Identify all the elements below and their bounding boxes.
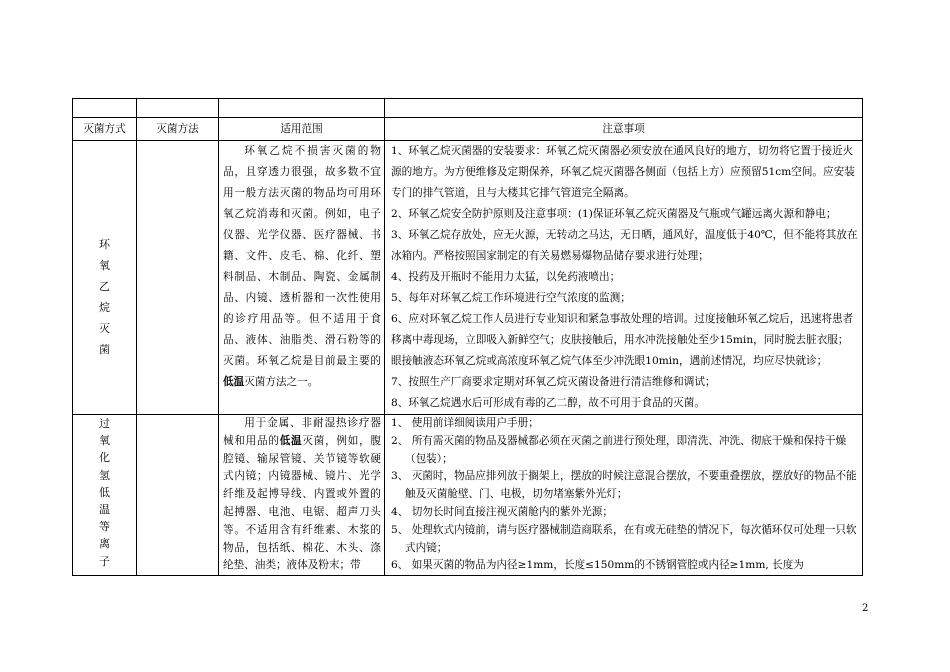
table-row bbox=[73, 415, 863, 576]
note-item: 8、环氧乙烷遇水后可形成有毒的乙二醇，故不可用于食品的灭菌。 bbox=[391, 397, 705, 409]
method-char: 氧 bbox=[99, 434, 110, 448]
header-scope: 适用范围 bbox=[219, 118, 385, 141]
note-item: 4、 切勿长时间直接注视灭菌舱内的紫外光源； bbox=[391, 505, 613, 518]
method-char: 子 bbox=[99, 554, 110, 568]
method-char: 烷 bbox=[99, 300, 110, 314]
scope-cell bbox=[219, 141, 385, 415]
header-row bbox=[73, 118, 863, 141]
note-item: 3、 灭菌时，物品应排列放于搁架上，摆放的时候注意混合摆放，不要重叠摆放，摆放好的物品不能触及灭菌舱壁、门、电极，切勿堵塞紫外光灯； bbox=[391, 470, 857, 501]
note-item: 1、环氧乙烷灭菌器的安装要求：环氧乙烷灭菌器必须安放在通风良好的地方，切勿将它置于接近火源的地方。为方便维修及定期保养，环氧乙烷灭菌器各侧面（包括上方）应预留51cm空间。应安装专门的排气管道，且与大楼其它排气管道完全隔离。 bbox=[391, 145, 855, 199]
note-item: 6、 如果灭菌的物品为内径≥1mm，长度≤150mm的不锈钢管腔或内径≥1mm, 长度为 bbox=[391, 559, 804, 572]
method-empty-cell bbox=[137, 415, 219, 576]
method-char: 温 bbox=[99, 503, 110, 517]
sterilization-table bbox=[72, 98, 863, 576]
note-item: 6、应对环氧乙烷工作人员进行专业知识和紧急事故处理的培训。过度接触环氧乙烷后，迅速将患者移离中毒现场，立即吸入新鲜空气；皮肤接触后，用水冲洗接触处至少15min，同时脱去脏衣服；眼接触液态环氧乙烷或高浓度环氧乙烷气体至少冲洗眼10min，遇前述情况，均应尽快就诊； bbox=[391, 313, 854, 367]
header-notes: 注意事项 bbox=[385, 118, 863, 141]
method-cell bbox=[73, 415, 137, 576]
notes-cell bbox=[385, 415, 863, 576]
method-cell bbox=[73, 141, 137, 415]
scope-text: 环氧乙烷不损害灭菌的物品，且穿透力很强，故多数不宜用一般方法灭菌的物品均可用环氧乙烷消毒和灭菌。例如，电子仪器、光学仪器、医疗器械、书籍、文件、皮毛、棉、化纤、塑料制品、木制品、陶瓷、金属制品、内镜、透析器和一次性使用的诊疗用品等。但不适用于食品、液体、油脂类、滑石粉等的灭菌。环氧乙烷是目前最主要的低温灭菌方法之一。 bbox=[223, 145, 381, 388]
page-number: 2 bbox=[862, 603, 869, 614]
scope-emphasis: 低温 bbox=[279, 434, 303, 447]
note-item: 1、 使用前详细阅读用户手册； bbox=[391, 417, 539, 429]
method-char: 环 bbox=[99, 237, 110, 251]
table-row bbox=[73, 141, 863, 415]
method-char: 氧 bbox=[99, 258, 110, 272]
method-char: 乙 bbox=[99, 279, 110, 293]
method-char: 氢 bbox=[99, 468, 110, 482]
method-empty-cell bbox=[137, 141, 219, 415]
note-item: 3、环氧乙烷存放处，应无火源，无转动之马达，无日晒，通风好，温度低于40℃，但不能将其放在冰箱内。严格按照国家制定的有关易燃易爆物品储存要求进行处理； bbox=[391, 229, 858, 262]
header-sterilization-method: 灭菌方法 bbox=[137, 118, 219, 141]
note-item: 5、 处理软式内镜前，请与医疗器械制造商联系，在有或无硅垫的情况下，每次循环仅可处理一只软式内镜； bbox=[391, 523, 857, 554]
notes-cell bbox=[385, 141, 863, 415]
scope-cell bbox=[219, 415, 385, 576]
note-item: 4、投药及开瓶时不能用力太猛，以免药液喷出； bbox=[391, 271, 621, 283]
method-char: 等 bbox=[99, 520, 110, 534]
note-item: 2、环氧乙烷安全防护原则及注意事项：(1)保证环氧乙烷灭菌器及气瓶或气罐远离火源和静电； bbox=[391, 208, 837, 220]
method-char: 过 bbox=[99, 417, 110, 430]
method-char: 低 bbox=[99, 485, 110, 499]
blank-row bbox=[73, 99, 863, 118]
method-char: 菌 bbox=[99, 342, 110, 356]
method-label-vertical bbox=[73, 196, 136, 360]
method-char: 化 bbox=[99, 451, 110, 465]
scope-emphasis: 低温 bbox=[223, 376, 245, 388]
method-char: 灭 bbox=[99, 321, 110, 335]
method-label-vertical bbox=[73, 415, 136, 570]
note-item: 5、每年对环氧乙烷工作环境进行空气浓度的监测； bbox=[391, 292, 631, 304]
method-char: 离 bbox=[99, 537, 110, 551]
note-item: 7、按照生产厂商要求定期对环氧乙烷灭菌设备进行清洁维修和调试； bbox=[391, 376, 716, 388]
header-sterilization-type: 灭菌方式 bbox=[73, 118, 137, 141]
note-item: 2、 所有需灭菌的物品及器械都必须在灭菌之前进行预处理，即清洗、冲洗、彻底干燥和保持干燥（包装）； bbox=[391, 434, 847, 465]
scope-text: 用于金属、非耐湿热诊疗器械和用品的低温灭菌，例如，腹腔镜、输尿管镜、关节镜等软硬式内镜；内镜器械、镜片、光学纤维及起博导线、内置或外置的起搏器、电池、电锯、超声刀头等。不适用含有纤维素、木浆的物品，包括纸、棉花、木头、涤纶垫、油类；液体及粉末；带 bbox=[223, 417, 382, 572]
